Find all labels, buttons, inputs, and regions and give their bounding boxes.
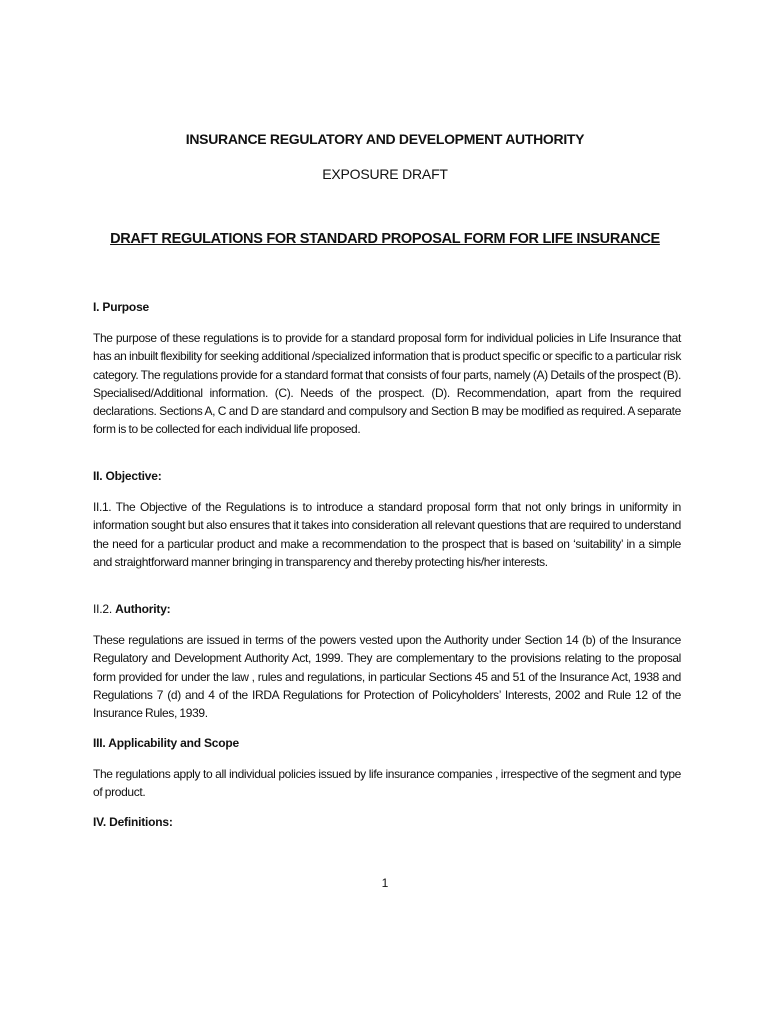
objective-paragraph: II.1. The Objective of the Regulations is to introduce a standard proposal form that not only brings in uniformity in information sought but also ensures that it takes into consideration all relevant questions that are required to understand the need for a particular product and make a recommendation to the prospect that is based on ‘suitability’ in a simple and straightforward manner bringing in transparency and thereby protecting his/her interests.	[93, 500, 681, 569]
section-heading-scope: III. Applicability and Scope	[93, 736, 239, 750]
authority-heading: INSURANCE REGULATORY AND DEVELOPMENT AUTHORITY	[185, 131, 585, 147]
scope-paragraph: The regulations apply to all individual policies issued by life insurance companies , irrespective of the segment and type of product.	[93, 767, 681, 800]
section-heading-authority	[93, 602, 681, 616]
section-heading-definitions: IV. Definitions:	[93, 815, 173, 829]
authority-paragraph: These regulations are issued in terms of the powers vested upon the Authority under Section 14 (b) of the Insurance Regulatory and Development Authority Act, 1999. They are complementary to the provisions relating to the proposal form provided for under the law , rules and regulations, in particular Sections 45 and 51 of the Insurance Act, 1938 and Regulations 7 (d) and 4 of the IRDA Regulations for Protection of Policyholders’ Interests, 2002 and Rule 12 of the Insurance Rules, 1939.	[93, 633, 681, 721]
section-heading-objective: II. Objective:	[93, 469, 162, 483]
document-title: DRAFT REGULATIONS FOR STANDARD PROPOSAL FORM FOR LIFE INSURANCE	[110, 231, 660, 247]
page-number: 1	[381, 876, 389, 890]
exposure-draft-label: EXPOSURE DRAFT	[322, 166, 448, 182]
section-title: Authority:	[115, 602, 171, 616]
section-number: II.2.	[93, 602, 116, 616]
section-heading-purpose: I. Purpose	[93, 300, 150, 314]
purpose-paragraph: The purpose of these regulations is to provide for a standard proposal form for individual policies in Life Insurance that has an inbuilt flexibility for seeking additional /specialized information that is product specific or specific to a particular risk category. The regulations provide for a standard format that consists of four parts, namely (A) Details of the prospect (B). Specialised/Additional information. (C). Needs of the prospect. (D). Recommendation, apart from the required declarations. Sections A, C and D are standard and compulsory and Section B may be modified as required. A separate form is to be collected for each individual life proposed.	[93, 331, 681, 437]
